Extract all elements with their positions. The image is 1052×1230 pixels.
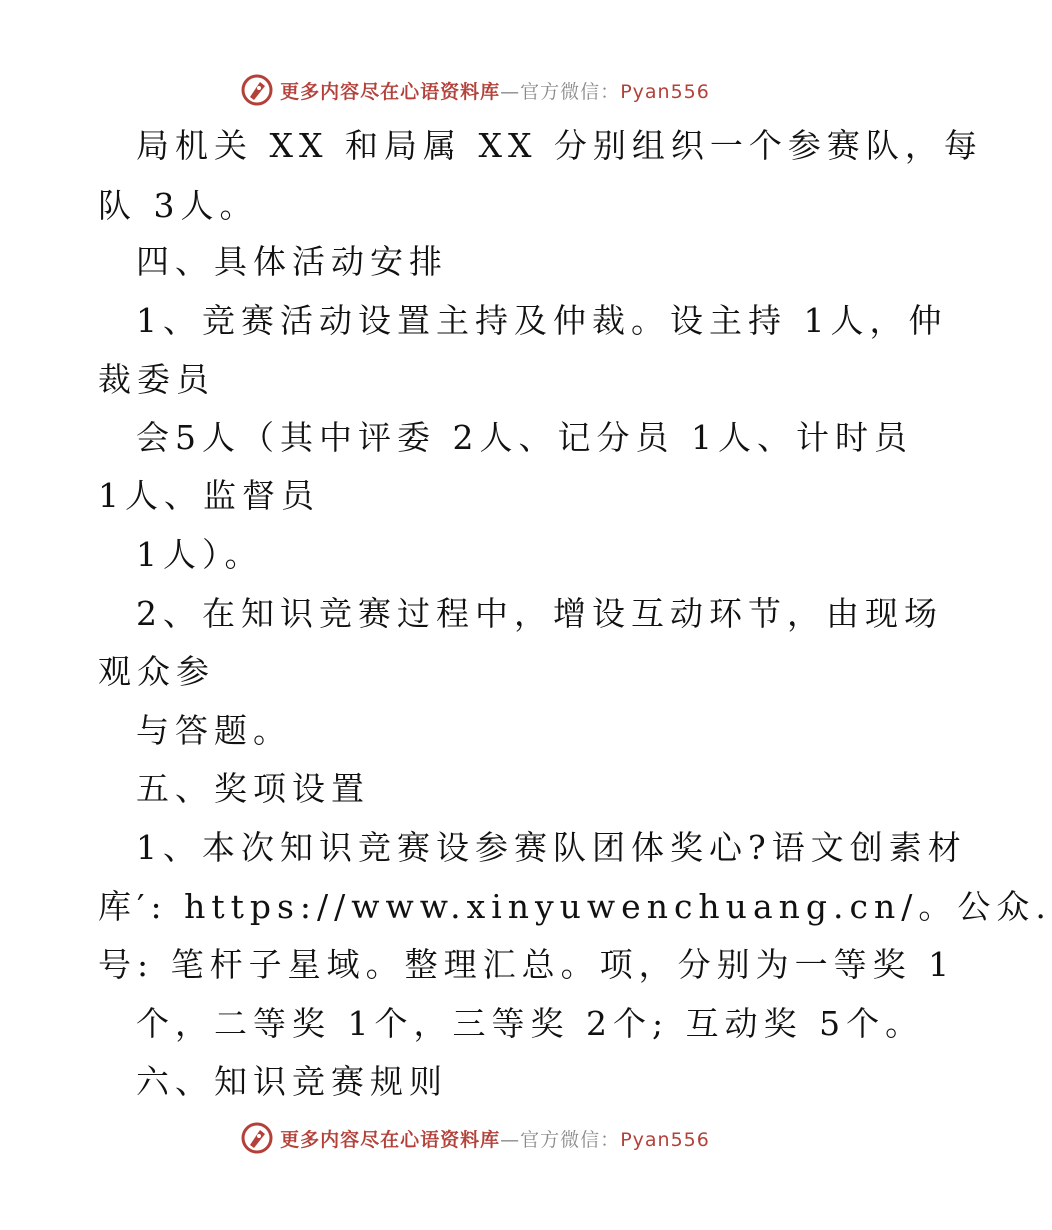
footer-text-id: Pyan556 xyxy=(620,1128,710,1151)
footer-text-title: 更多内容尽在心语资料库 xyxy=(280,1128,501,1151)
body-line: 库′: https://www.xinyuwenchuang.cn/。公众. xyxy=(98,887,1052,926)
body-line: 会5人（其中评委 2人、记分员 1人、计时员 xyxy=(136,418,913,457)
header-text xyxy=(280,77,710,104)
footer-text xyxy=(280,1125,710,1152)
section-heading: 四、具体活动安排 xyxy=(136,242,448,281)
header-text-wechat: —官方微信： xyxy=(500,80,621,103)
body-line: 局机关 XX 和局属 XX 分别组织一个参赛队，每 xyxy=(136,126,983,165)
pen-nib-logo-icon xyxy=(240,73,274,107)
body-line: 队 3人。 xyxy=(98,186,259,225)
header-text-id: Pyan556 xyxy=(620,80,710,103)
header-text-title: 更多内容尽在心语资料库 xyxy=(280,80,501,103)
body-line: 个，二等奖 1个，三等奖 2个; 互动奖 5个。 xyxy=(136,1004,925,1043)
body-line: 1、竞赛活动设置主持及仲裁。设主持 1人，仲 xyxy=(136,301,948,340)
footer-banner xyxy=(0,1118,950,1158)
body-line: 与答题。 xyxy=(136,711,292,750)
section-heading: 五、奖项设置 xyxy=(136,769,370,808)
body-line: 1人、监督员 xyxy=(98,476,320,515)
footer-text-wechat: —官方微信： xyxy=(500,1128,621,1151)
section-heading: 六、知识竞赛规则 xyxy=(136,1062,448,1101)
body-line: 1、本次知识竞赛设参赛队团体奖心?语文创素材 xyxy=(136,828,967,867)
header-banner xyxy=(0,70,950,110)
body-line: 1人）。 xyxy=(136,535,264,574)
body-line: 观众参 xyxy=(98,652,215,691)
body-line: 2、在知识竞赛过程中，增设互动环节，由现场 xyxy=(136,594,943,633)
body-line: 号: 笔杆子星域。整理汇总。项，分别为一等奖 1 xyxy=(98,945,956,984)
pen-nib-logo-icon xyxy=(240,1121,274,1155)
body-line: 裁委员 xyxy=(98,360,215,399)
